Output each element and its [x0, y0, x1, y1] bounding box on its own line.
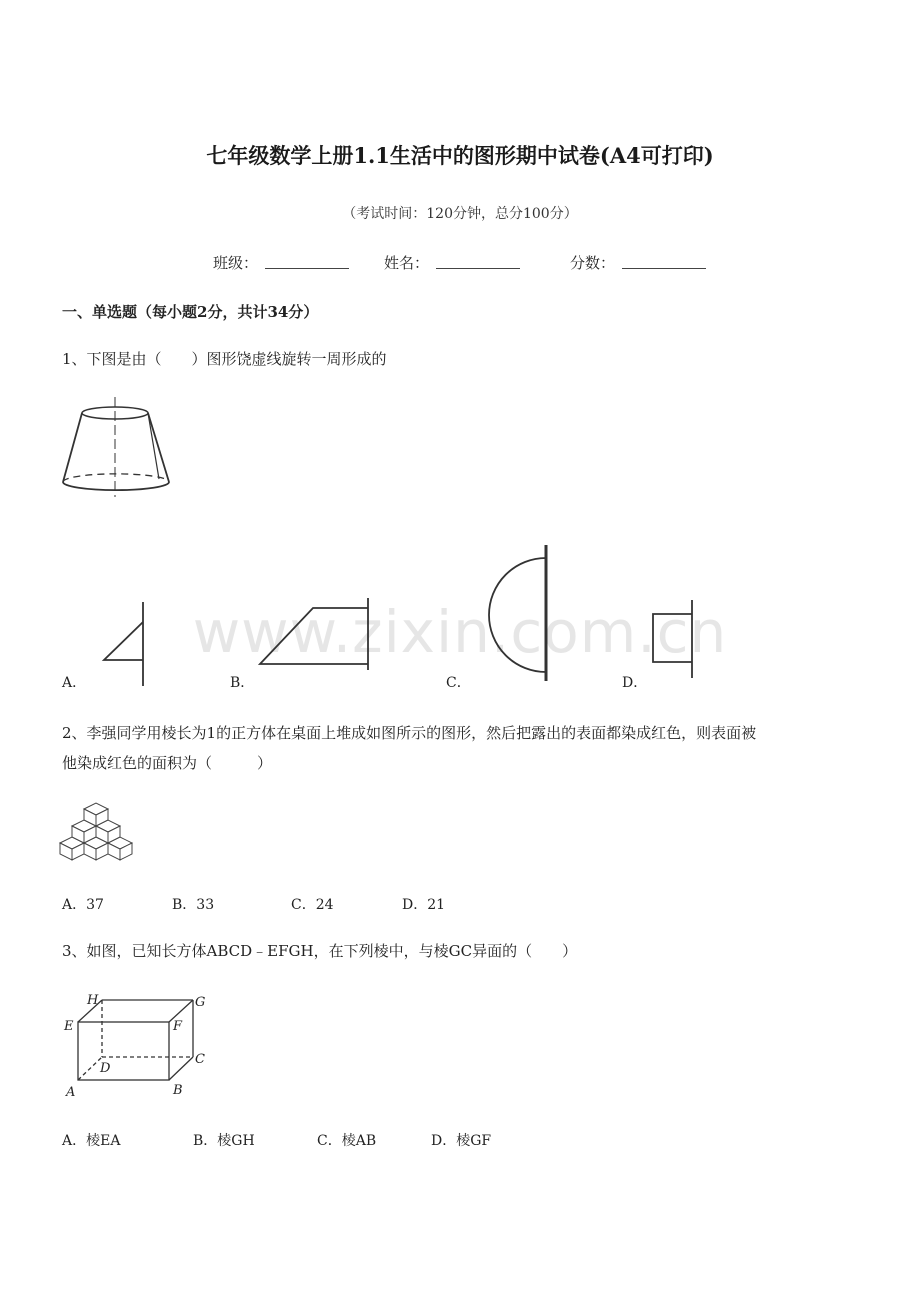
option-d-figure: [650, 598, 698, 680]
vertex-label-a: A: [66, 1085, 76, 1100]
vertex-label-e: E: [64, 1019, 74, 1034]
vertex-label-b: B: [173, 1083, 183, 1098]
score-blank: [622, 256, 706, 269]
q1-option-b[interactable]: B．: [230, 675, 255, 691]
watermark: www.zixin.com.cn: [192, 598, 728, 666]
option-c-figure: [485, 544, 553, 682]
question-3-stem: 3、如图，已知长方体ABCD﹣EFGH，在下列棱中，与棱GC异面的（ ）: [62, 942, 578, 960]
page-title: 七年级数学上册1.1生活中的图形期中试卷(A4可打印): [206, 143, 714, 168]
option-a-figure: [100, 600, 150, 688]
q3-option-c[interactable]: C．棱AB: [317, 1133, 377, 1149]
vertex-label-f: F: [173, 1019, 183, 1034]
q3-option-b[interactable]: B．棱GH: [193, 1133, 255, 1149]
q3-option-a[interactable]: A．棱EA: [62, 1133, 121, 1149]
vertex-label-c: C: [195, 1052, 205, 1067]
section-heading: 一、单选题（每小题2分，共计34分）: [62, 303, 319, 321]
cube-stack-figure: [58, 796, 140, 866]
vertex-label-g: G: [195, 995, 206, 1010]
name-blank: [436, 256, 520, 269]
score-label: 分数：: [570, 254, 616, 272]
q3-option-d[interactable]: D．棱GF: [431, 1133, 492, 1149]
vertex-label-h: H: [87, 993, 99, 1008]
q1-option-a[interactable]: A．: [62, 675, 87, 691]
q2-option-b[interactable]: B．33: [172, 897, 215, 913]
frustum-figure: [55, 395, 180, 505]
q2-option-d[interactable]: D．21: [402, 897, 446, 913]
q1-option-c[interactable]: C．: [446, 675, 471, 691]
option-b-figure: [257, 596, 372, 672]
q1-option-d[interactable]: D．: [622, 675, 648, 691]
name-label: 姓名：: [384, 254, 430, 272]
q2-option-a[interactable]: A．37: [62, 897, 104, 913]
class-blank: [265, 256, 349, 269]
q2-option-c[interactable]: C．24: [291, 897, 334, 913]
question-2-stem-line-2: 他染成红色的面积为（ ）: [62, 754, 273, 772]
class-label: 班级：: [213, 254, 259, 272]
exam-info: （考试时间：120分钟，总分100分）: [342, 206, 578, 222]
question-2-stem-line-1: 2、李强同学用棱长为1的正方体在桌面上堆成如图所示的图形，然后把露出的表面都染成红色，则表面被: [62, 724, 757, 742]
vertex-label-d: D: [100, 1061, 111, 1076]
question-1-stem: 1、下图是由（ ）图形饶虚线旋转一周形成的: [62, 350, 387, 368]
cuboid-figure: [60, 990, 220, 1102]
